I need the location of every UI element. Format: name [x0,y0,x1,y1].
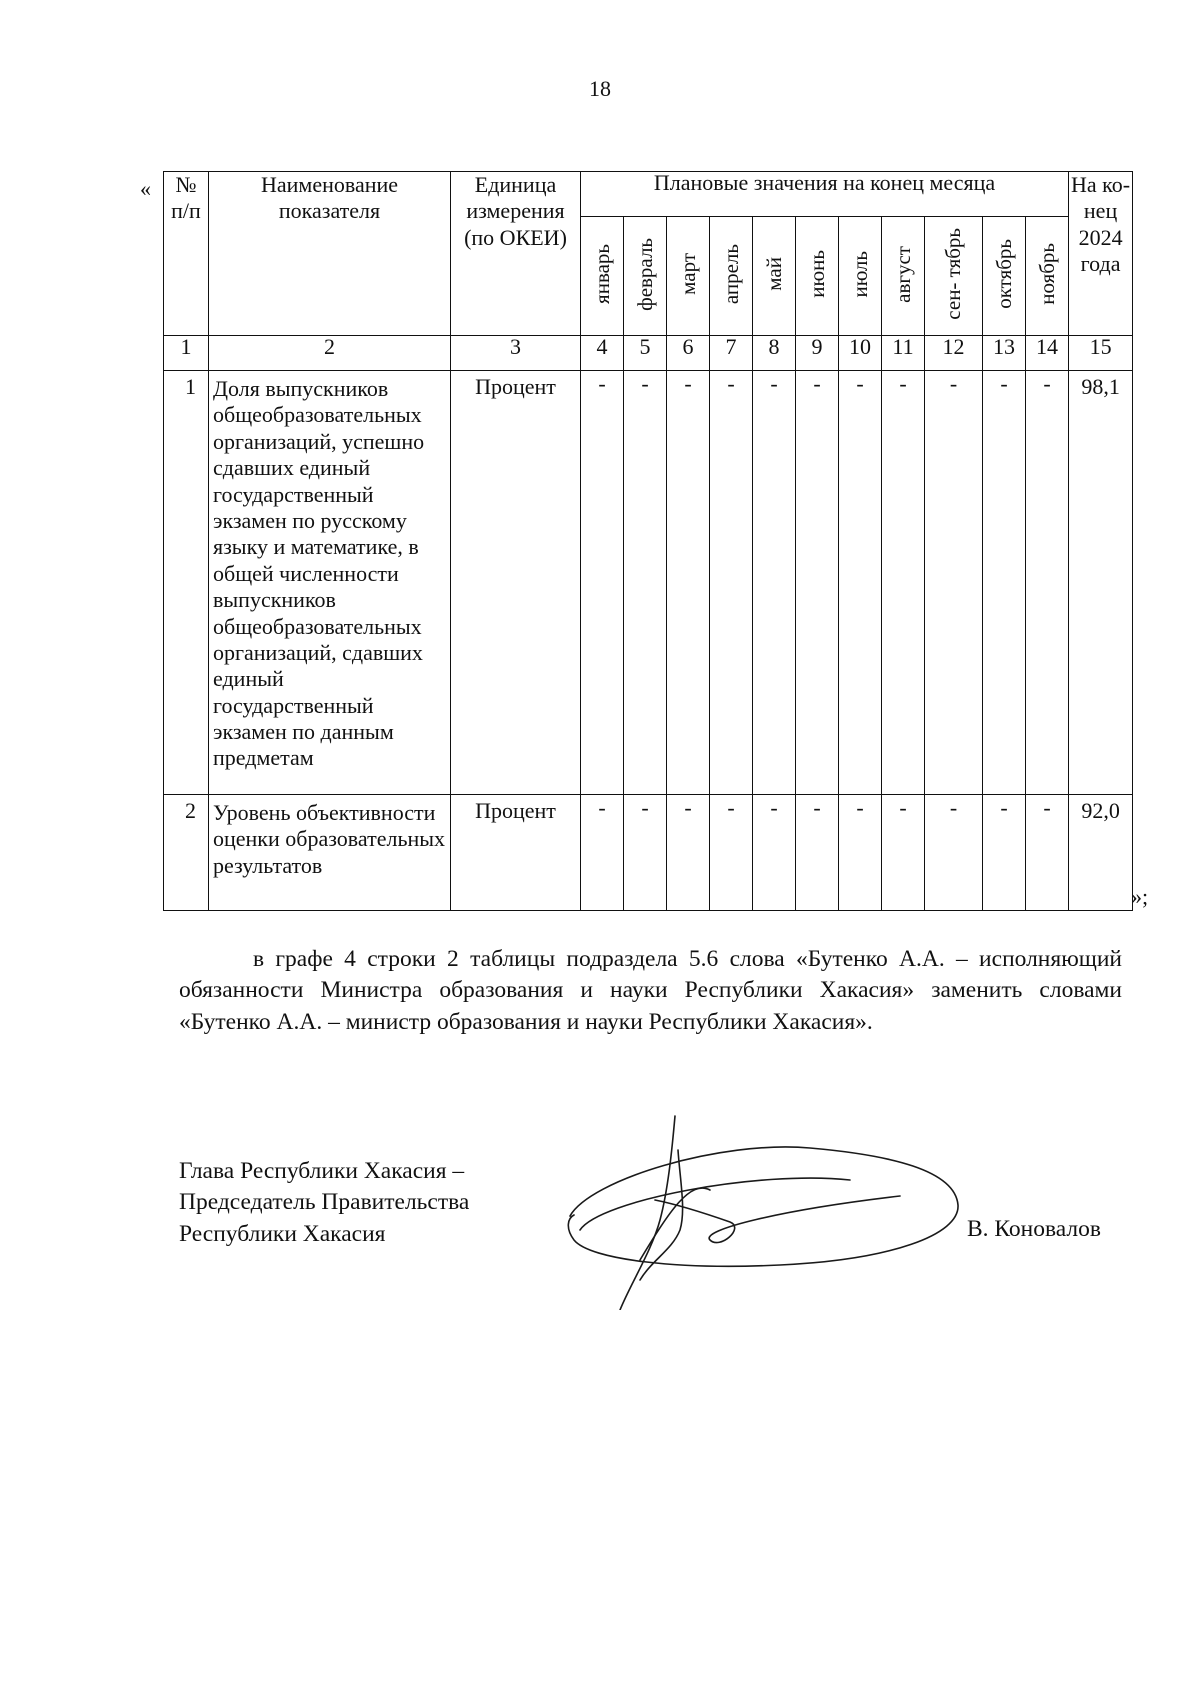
amendment-paragraph: в графе 4 строки 2 таблицы подраздела 5.6 слова «Бутенко А.А. – исполняющий обязанности Министра образования и науки Республики Хакасия» заменить словами «Бутенко А.А. – министр образования и науки Республики Хакасия». [179,946,1122,1035]
month-value: - [624,795,667,911]
header-name: Наименование показателя [209,172,451,336]
month-header [925,217,983,336]
signatory-title-line: Председатель Правительства [179,1189,470,1216]
month-value: - [710,795,753,911]
month-value: - [1026,371,1069,795]
unit-cell: Процент [451,371,581,795]
month-value: - [839,795,882,911]
month-header [983,217,1026,336]
column-number: 11 [882,336,925,371]
signatory-title-line: Глава Республики Хакасия – [179,1158,465,1184]
month-value: - [581,795,624,911]
row-number: 1 [164,371,209,795]
signatory-name: В. Коновалов [967,1216,1102,1242]
month-label: ноябрь [1035,243,1059,305]
column-number: 12 [925,336,983,371]
page-number: 18 [589,76,611,101]
table-row [164,371,1133,795]
column-number: 8 [753,336,796,371]
month-value: - [753,795,796,911]
end-of-year-value: 98,1 [1069,371,1133,795]
month-value: - [925,795,983,911]
column-number: 14 [1026,336,1069,371]
month-label: октябрь [991,239,1016,309]
month-value: - [667,371,710,795]
month-value: - [581,371,624,795]
column-number: 7 [710,336,753,371]
month-header [581,217,624,336]
month-header [710,217,753,336]
month-value: - [796,795,839,911]
month-header [624,217,667,336]
month-value: - [983,795,1026,911]
table-row [164,795,1133,911]
header-end-year: На ко- нец 2024 года [1069,172,1133,336]
signatory-title-line: Республики Хакасия [179,1220,386,1247]
month-header [753,217,796,336]
month-value: - [624,371,667,795]
column-number: 5 [624,336,667,371]
month-value: - [839,371,882,795]
header-unit: Единица измерения (по ОКЕИ) [451,172,581,336]
header-num: № п/п [164,172,209,336]
month-value: - [753,371,796,795]
indicator-name: Доля выпускников общеобразовательных организаций, успешно сдавших единый государственный экзамен по русскому языку и математике, в общей численности выпускников общеобразовательных организаций, сдавших единый государственный экзамен по данным предметам [209,371,451,795]
month-label: август [890,245,915,303]
end-of-year-value: 92,0 [1069,795,1133,911]
month-value: - [667,795,710,911]
column-number: 3 [451,336,581,371]
month-label: март [675,253,700,295]
row-number: 2 [164,795,209,911]
month-header [1026,217,1069,336]
month-value: - [882,371,925,795]
signatory-title [179,1156,469,1250]
month-value: - [983,371,1026,795]
open-quote: « [140,176,151,201]
handwritten-signature [560,1110,980,1310]
month-value: - [882,795,925,911]
month-value: - [796,371,839,795]
header-plan: Плановые значения на конец месяца [581,172,1069,217]
column-number: 15 [1069,336,1133,371]
month-header [667,217,710,336]
column-number: 13 [983,336,1026,371]
month-label: январь [589,244,614,304]
month-label: сен- тябрь [941,228,966,320]
month-value: - [1026,795,1069,911]
month-label: февраль [632,237,657,311]
close-quote: »; [1131,884,1149,909]
month-header [882,217,925,336]
column-number: 9 [796,336,839,371]
month-value: - [710,371,753,795]
column-number-row [164,336,1133,371]
column-number: 10 [839,336,882,371]
indicator-name: Уровень объективности оценки образовательных результатов [209,795,451,911]
indicators-table [163,171,1133,911]
column-number: 4 [581,336,624,371]
month-label: июль [847,250,872,298]
column-number: 1 [164,336,209,371]
unit-cell: Процент [451,795,581,911]
column-number: 2 [209,336,451,371]
month-label: май [761,257,786,291]
month-value: - [925,371,983,795]
month-label: июнь [804,250,829,298]
month-label: апрель [718,243,743,305]
month-header [796,217,839,336]
month-header [839,217,882,336]
column-number: 6 [667,336,710,371]
